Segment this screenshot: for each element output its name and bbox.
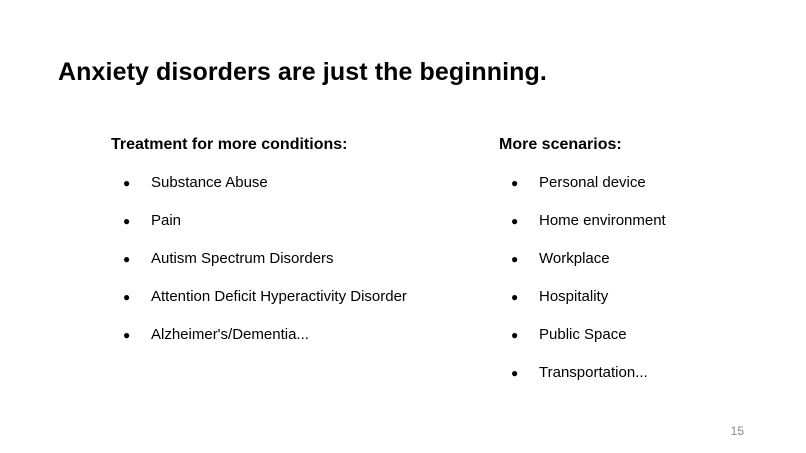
list-item-text: Hospitality — [539, 288, 609, 305]
conditions-column — [111, 135, 407, 363]
bullet-icon: ● — [511, 366, 519, 380]
bullet-icon: ● — [123, 290, 131, 304]
list-item-text: Workplace — [539, 250, 610, 267]
conditions-list — [111, 173, 407, 363]
list-item-text: Substance Abuse — [151, 174, 268, 191]
list-item — [111, 173, 347, 211]
list-item — [111, 325, 347, 363]
list-item-text: Attention Deficit Hyperactivity Disorder — [151, 288, 407, 305]
bullet-icon: ● — [511, 290, 519, 304]
bullet-icon: ● — [511, 214, 519, 228]
bullet-icon: ● — [123, 328, 131, 342]
list-item-text: Home environment — [539, 212, 666, 229]
bullet-icon: ● — [511, 176, 519, 190]
list-item-text: Pain — [151, 212, 182, 229]
bullet-icon: ● — [123, 176, 131, 190]
list-item-text: Personal device — [539, 174, 646, 191]
scenarios-list — [499, 173, 666, 401]
bullet-icon: ● — [511, 252, 519, 266]
bullet-icon: ● — [123, 252, 131, 266]
list-item — [499, 173, 646, 211]
scenarios-column — [499, 135, 666, 401]
list-item-text: Alzheimer's/Dementia... — [151, 326, 309, 343]
slide-title: Anxiety disorders are just the beginning. — [58, 58, 547, 86]
bullet-icon: ● — [123, 214, 131, 228]
list-item — [111, 287, 407, 325]
scenarios-heading: More scenarios: — [499, 136, 622, 153]
bullet-icon: ● — [511, 328, 519, 342]
list-item — [111, 211, 347, 249]
list-item — [499, 325, 627, 363]
list-item — [499, 287, 622, 325]
list-item — [111, 249, 347, 287]
page-number: 15 — [730, 424, 744, 438]
list-item — [499, 211, 666, 249]
list-item — [499, 363, 648, 401]
list-item-text: Transportation... — [539, 364, 648, 381]
list-item-text: Public Space — [539, 326, 627, 343]
list-item-text: Autism Spectrum Disorders — [151, 250, 334, 267]
conditions-heading: Treatment for more conditions: — [111, 136, 348, 153]
list-item — [499, 249, 622, 287]
